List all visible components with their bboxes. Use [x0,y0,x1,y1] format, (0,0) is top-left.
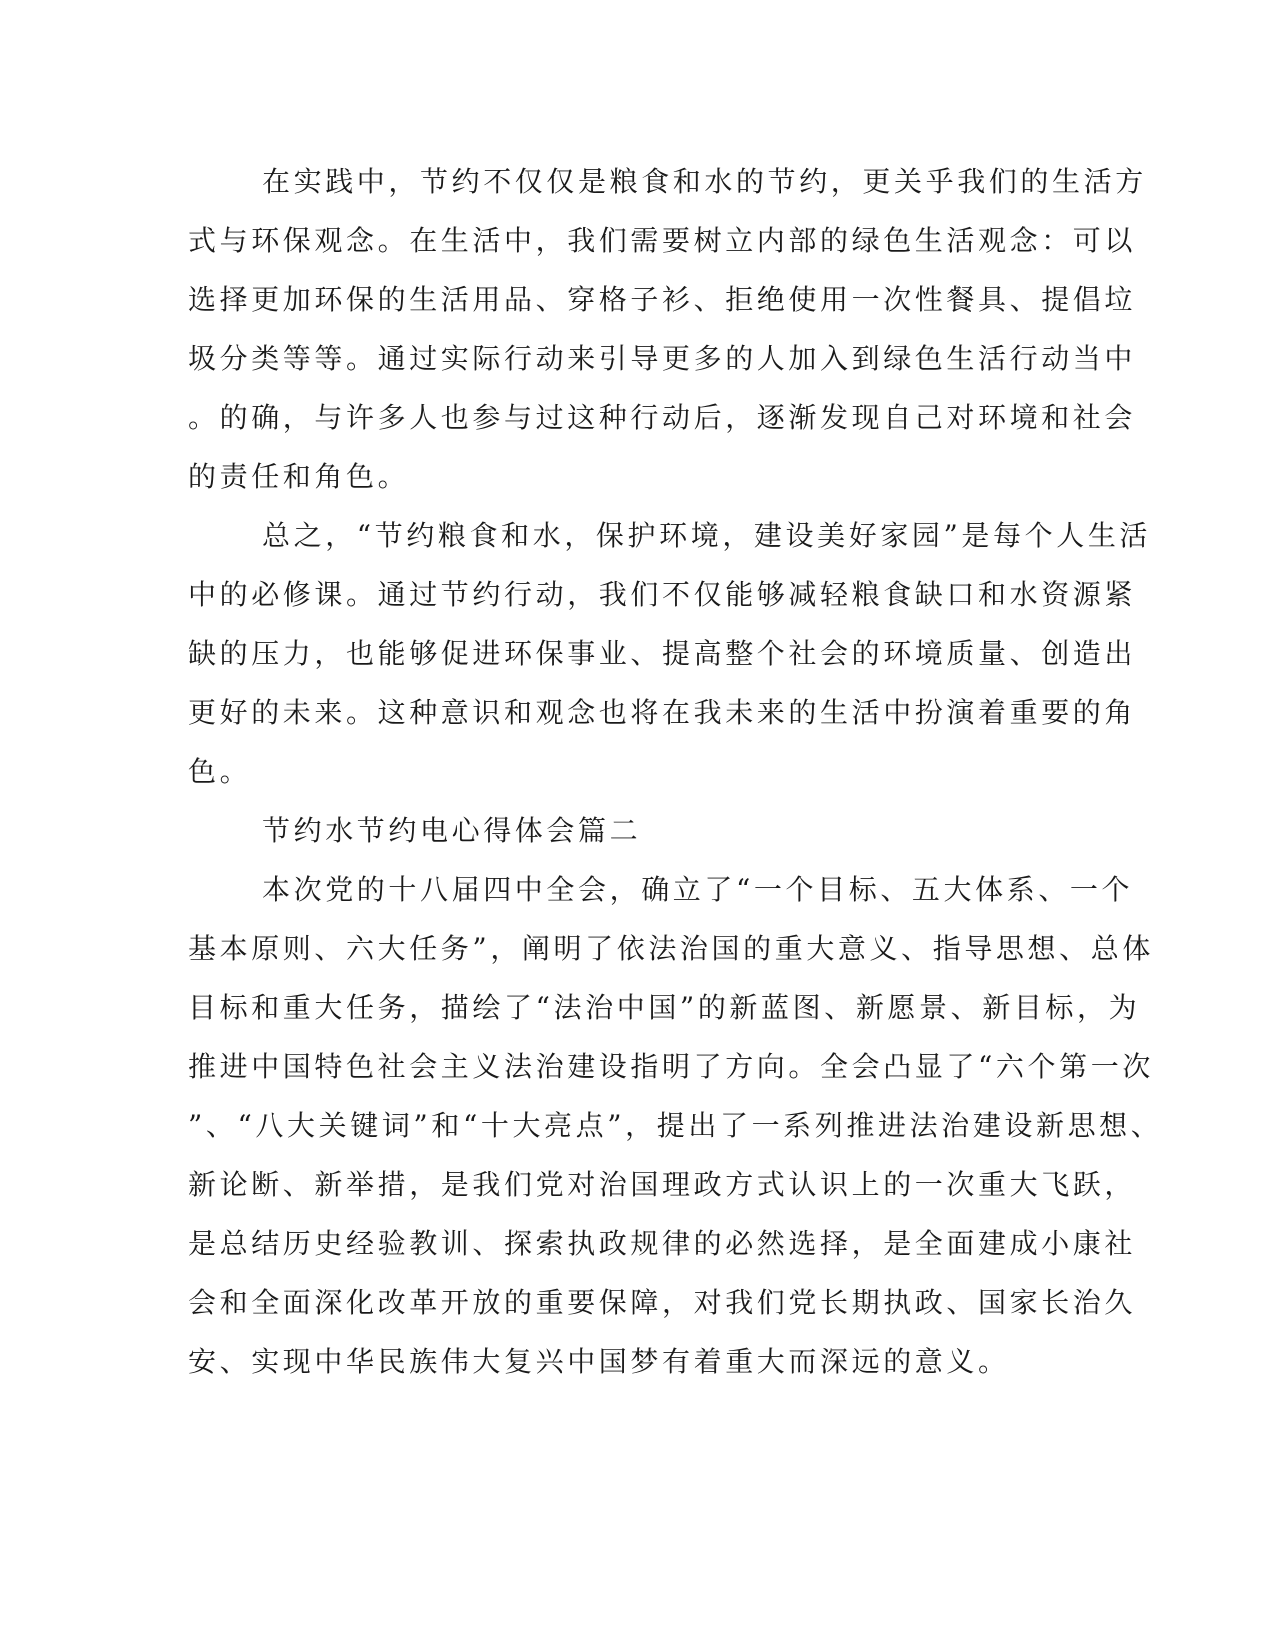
text-line: 安、实现中华民族伟大复兴中国梦有着重大而深远的意义。 [188,1345,1010,1378]
text-line: 。的确，与许多人也参与过这种行动后，逐渐发现自己对环境和社会 [188,401,1137,434]
text-line: 会和全面深化改革开放的重要保障，对我们党长期执政、国家长治久 [188,1286,1137,1319]
text-line: 色。 [188,755,252,788]
text-line: 本次党的十八届四中全会，确立了“一个目标、五大体系、一个 [262,873,1134,906]
text-line: ”、“八大关键词”和“十大亮点”，提出了一系列推进法治建设新思想、 [188,1109,1163,1142]
text-line: 基本原则、六大任务”，阐明了依法治国的重大意义、指导思想、总体 [188,932,1154,965]
text-line: 式与环保观念。在生活中，我们需要树立内部的绿色生活观念：可以 [188,224,1137,257]
text-line: 是总结历史经验教训、探索执政规律的必然选择，是全面建成小康社 [188,1227,1137,1260]
text-line: 中的必修课。通过节约行动，我们不仅能够减轻粮食缺口和水资源紧 [188,578,1137,611]
text-line: 新论断、新举措，是我们党对治国理政方式认识上的一次重大飞跃， [188,1168,1137,1201]
text-line: 的责任和角色。 [188,460,410,493]
text-line: 推进中国特色社会主义法治建设指明了方向。全会凸显了“六个第一次 [188,1050,1154,1083]
text-line: 缺的压力，也能够促进环保事业、提高整个社会的环境质量、创造出 [188,637,1137,670]
text-line: 圾分类等等。通过实际行动来引导更多的人加入到绿色生活行动当中 [188,342,1137,375]
text-line: 目标和重大任务，描绘了“法治中国”的新蓝图、新愿景、新目标，为 [188,991,1141,1024]
text-line: 选择更加环保的生活用品、穿格子衫、拒绝使用一次性餐具、提倡垃 [188,283,1137,316]
section-heading: 节约水节约电心得体会篇二 [262,814,642,847]
text-line: 更好的未来。这种意识和观念也将在我未来的生活中扮演着重要的角 [188,696,1137,729]
text-line: 在实践中，节约不仅仅是粮食和水的节约，更关乎我们的生活方 [262,165,1147,198]
text-line: 总之，“节约粮食和水，保护环境，建设美好家园”是每个人生活 [262,519,1152,552]
